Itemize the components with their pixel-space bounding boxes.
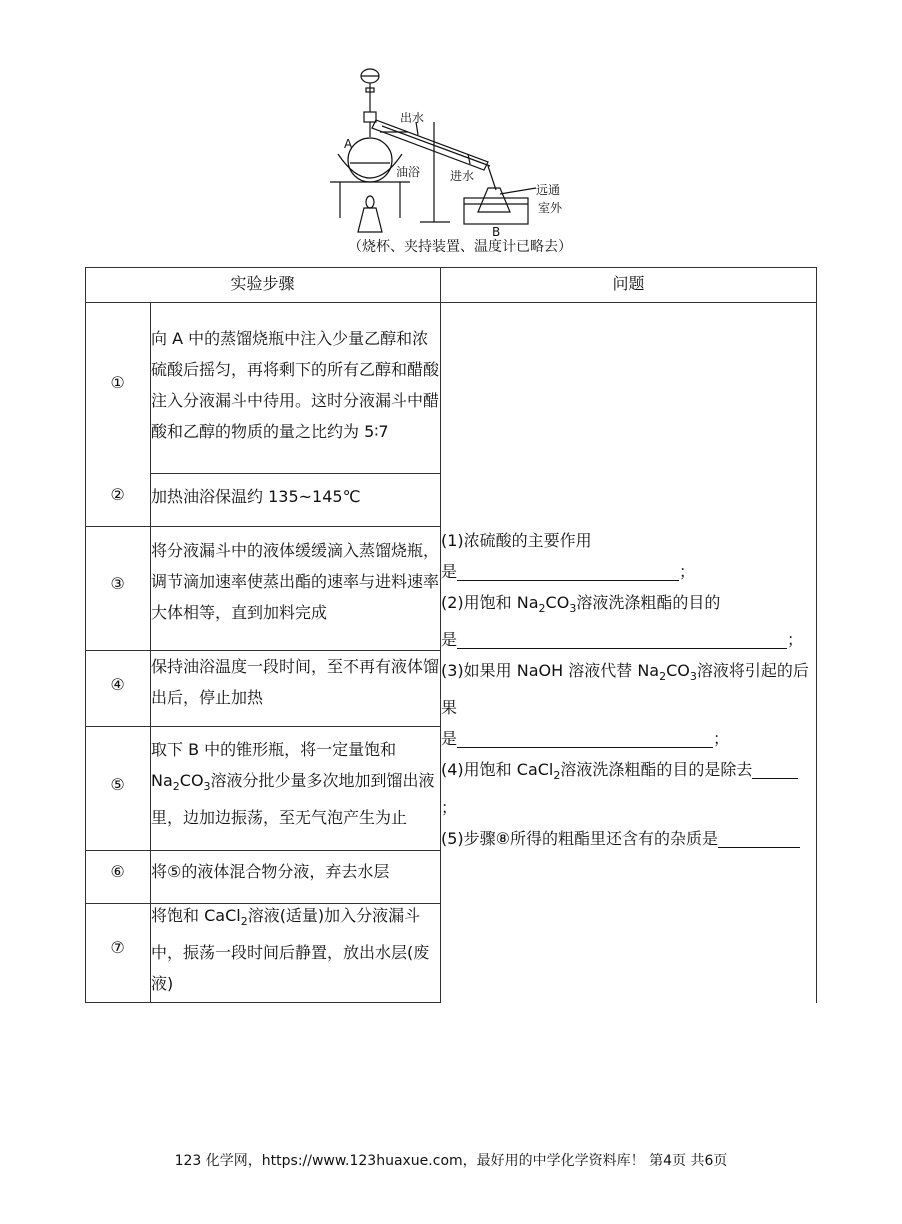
question-3: (3)如果用 NaOH 溶液代替 $Na_2CO_3$溶液将引起的后果	[441, 661, 809, 718]
figure-caption: （烧杯、夹持装置、温度计已略去）	[348, 239, 572, 255]
label-oil-bath: 油浴	[396, 165, 421, 179]
question-5: (5)步骤⑧所得的粗酯里还含有的杂质是	[441, 823, 813, 854]
answer-blank[interactable]	[457, 562, 679, 581]
answer-blank[interactable]	[457, 630, 787, 649]
step-number: ③	[110, 574, 125, 593]
formula-cacl2: CaCl$_2$	[204, 906, 248, 929]
label-out-water: 出水	[400, 111, 425, 125]
apparatus-figure	[318, 62, 598, 238]
step-number: ④	[110, 675, 125, 694]
label-vent-2: 室外	[538, 201, 563, 215]
step-number: ②	[110, 485, 125, 504]
distillation-apparatus-drawing	[318, 62, 598, 238]
label-a: A	[344, 137, 353, 151]
question-3-answer: 是 ；	[441, 729, 730, 749]
experiment-table	[85, 267, 817, 1003]
step-text: 保持油浴温度一段时间，至不再有液体馏出后，停止加热	[151, 657, 440, 707]
step-text: 加热油浴保温约 135~145℃	[151, 487, 361, 506]
step-text-part: 溶液(适量)加入分液漏斗中，振荡一段时间后静置，放出水层(废液)	[151, 906, 430, 994]
step-text-part: 溶液分批少量多次地加到馏出液里，边加边振荡，至无气泡产生为止	[151, 771, 435, 828]
step-number: ①	[110, 373, 125, 392]
label-b: B	[492, 225, 501, 238]
step-text-part: 取下 B 中的锥形瓶，将一定量饱和	[151, 740, 397, 759]
questions-block	[441, 525, 813, 854]
page-footer: 123 化学网，https://www.123huaxue.com，最好用的中学化学资料库！ 第4页 共6页	[174, 1153, 728, 1169]
formula-cacl2: CaCl$_2$	[516, 760, 561, 783]
answer-blank[interactable]	[752, 760, 798, 779]
question-2: (2)用饱和 $Na_2CO_3$溶液洗涤粗酯的目的	[441, 593, 721, 616]
step-text: 向 A 中的蒸馏烧瓶中注入少量乙醇和浓硫酸后摇匀，再将剩下的所有乙醇和醋酸注入分液漏斗中待用。这时分液漏斗中醋酸和乙醇的物质的量之比约为 5∶7	[151, 329, 440, 441]
formula-na2co3: $Na_2CO_3$	[151, 771, 211, 794]
question-2-answer: 是 ；	[441, 630, 804, 650]
question-1-answer: 是 ；	[441, 562, 696, 581]
question-1: (1)浓硫酸的主要作用	[441, 531, 592, 550]
answer-blank[interactable]	[457, 729, 713, 748]
answer-blank[interactable]	[718, 829, 800, 848]
formula-na2co3: $Na_2CO_3$	[637, 661, 697, 684]
step-text: 将分液漏斗中的液体缓缓滴入蒸馏烧瓶，调节滴加速率使蒸出酯的速率与进料速率大体相等，直到加料完成	[151, 541, 440, 622]
step-text	[151, 734, 439, 833]
label-in-water: 进水	[450, 169, 475, 183]
step-text	[151, 900, 439, 999]
step-number: ⑦	[110, 938, 125, 957]
step-text: 将⑤的液体混合物分液，弃去水层	[151, 862, 390, 881]
header-questions: 问题	[612, 274, 645, 293]
label-vent-1: 远通	[536, 183, 561, 197]
step-number: ⑤	[110, 775, 125, 794]
step-number: ⑥	[110, 862, 125, 881]
step-text-part: 将饱和	[151, 906, 205, 925]
header-steps: 实验步骤	[230, 274, 295, 293]
question-4: (4)用饱和 CaCl$_2$溶液洗涤粗酯的目的是除去；	[441, 754, 813, 822]
formula-na2co3: $Na_2CO_3$	[516, 593, 577, 616]
